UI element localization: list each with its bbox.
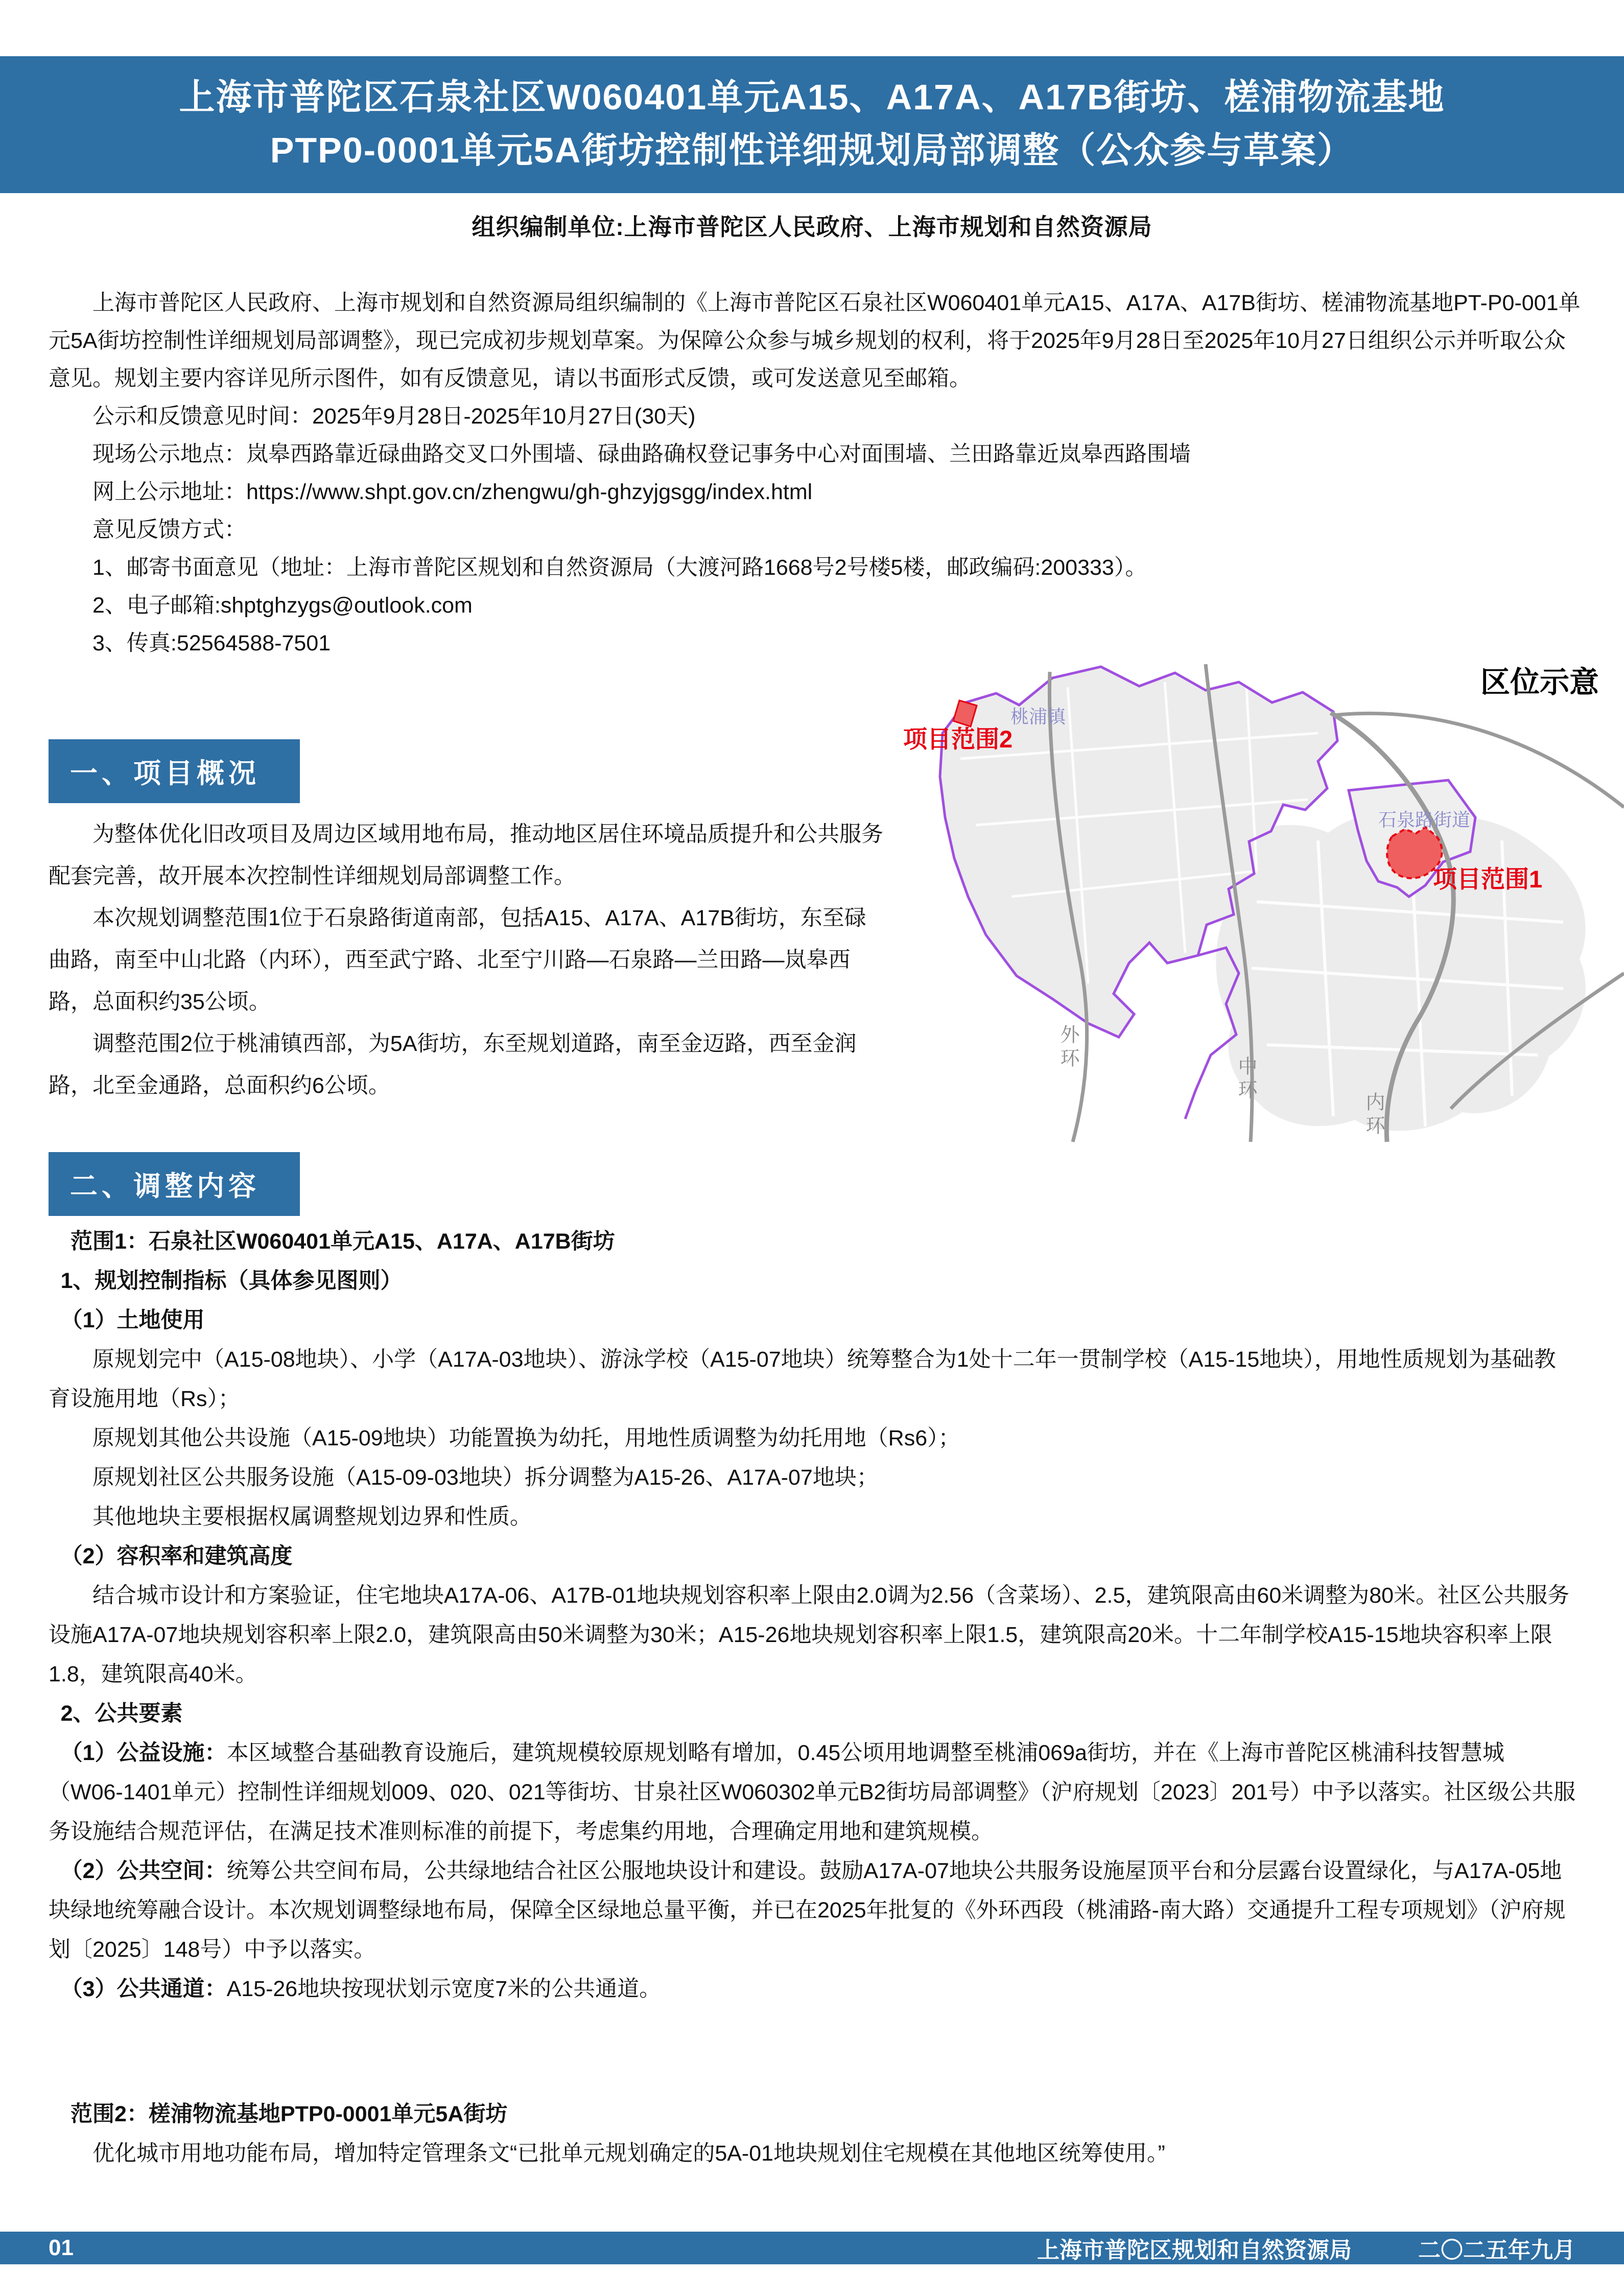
intro-block [49, 284, 1583, 662]
feedback-item-fax: 3、传真:52564588-7501 [92, 631, 331, 655]
range1-heading: 范围1：石泉社区W060401单元A15、A17A、A17B街坊 [70, 1229, 615, 1254]
public-welfare-paragraph [49, 1733, 1577, 1852]
land-use-heading: （1）土地使用 [60, 1308, 205, 1332]
public-elements-heading: 2、公共要素 [60, 1701, 183, 1726]
far-height-paragraph: 结合城市设计和方案验证，住宅地块A17A-06、A17B-01地块规划容积率上限由2.0调为2.56（含菜场）、2.5，建筑限高由60米调整为80米。社区公共服务设施A17A-07地块规划容积率上限2.0，建筑限高由50米调整为30米；A15-26地块规划容积率上限1.5，建筑限高20米。十二年制学校A15-15地块容积率上限1.8，建筑限高40米。 [49, 1583, 1570, 1686]
notice-locations: 现场公示地点：岚皋西路靠近碌曲路交叉口外围墙、碌曲路确权登记事务中心对面围墙、兰田路靠近岚皋西路围墙 [92, 442, 1191, 466]
public-welfare-text: 本区域整合基础教育设施后，建筑规模较原规划略有增加，0.45公顷用地调整至桃浦069a街坊，并在《上海市普陀区桃浦科技智慧城（W06-1401单元）控制性详细规划009、020、021等街坊、甘泉社区W060302单元B2街坊局部调整》（沪府规划〔2023〕201号）中予以落实。社区级公共服务设施结合规范评估，在满足技术准则标准的前提下，考虑集约用地，合理确定用地和建筑规模。 [49, 1741, 1576, 1844]
section2-spacer [49, 2009, 1577, 2095]
public-welfare-label: （1）公益设施： [60, 1741, 227, 1765]
footer-bar [0, 2232, 1624, 2264]
footer-date: 二〇二五年九月 [1418, 2238, 1575, 2263]
far-height-heading: （2）容积率和建筑高度 [60, 1544, 293, 1568]
section1-paragraph-1: 为整体优化旧改项目及周边区域用地布局，推动地区居住环境品质提升和公共服务配套完善，故开展本次控制性详细规划局部调整工作。 [49, 822, 883, 888]
notice-url: 网上公示地址：https://www.shpt.gov.cn/zhengwu/gh-ghzyjgsgg/index.html [92, 480, 813, 504]
public-passage-paragraph [49, 1970, 1577, 2009]
range2-heading: 范围2：槎浦物流基地PTP0-0001单元5A街坊 [70, 2102, 508, 2126]
section2-body [49, 1222, 1577, 2173]
page-title-line-2: PTP0-0001单元5A街坊控制性详细规划局部调整（公众参与草案） [270, 130, 1354, 170]
section1-header: 一、项目概况 [49, 739, 300, 803]
intro-paragraph: 上海市普陀区人民政府、上海市规划和自然资源局组织编制的《上海市普陀区石泉社区W060401单元A15、A17A、A17B街坊、槎浦物流基地PT-P0-001单元5A街坊控制性详细规划局部调整》，现已完成初步规划草案。为保障公众参与城乡规划的权利，将于2025年9月28日至2025年10月27日组织公示并听取公众意见。规划主要内容详见所示图件，如有反馈意见，请以书面形式反馈，或可发送意见至邮箱。 [49, 291, 1581, 391]
land-use-paragraph-2: 原规划其他公共设施（A15-09地块）功能置换为幼托，用地性质调整为幼托用地（Rs6）； [92, 1426, 960, 1450]
land-use-paragraph-1: 原规划完中（A15-08地块）、小学（A17A-03地块）、游泳学校（A15-07地块）统筹整合为1处十二年一贯制学校（A15-15地块），用地性质规划为基础教育设施用地（Rs）； [49, 1347, 1556, 1411]
middle-ring-label: 中环 [1235, 1056, 1256, 1103]
land-use-paragraph-4: 其他地块主要根据权属调整规划边界和性质。 [92, 1505, 532, 1529]
title-banner [0, 56, 1624, 193]
feedback-methods-heading: 意见反馈方式： [92, 518, 246, 542]
location-map [899, 657, 1624, 1155]
land-use-paragraph-3: 原规划社区公共服务设施（A15-09-03地块）拆分调整为A15-26、A17A-07地块； [92, 1465, 879, 1490]
footer-agency: 上海市普陀区规划和自然资源局 [1037, 2238, 1352, 2263]
taopu-town-label: 桃浦镇 [1010, 706, 1066, 727]
public-space-label: （2）公共空间： [60, 1859, 227, 1883]
range2-paragraph: 优化城市用地功能布局，增加特定管理条文“已批单元规划确定的5A-01地块规划住宅规模在其他地区统筹使用。” [92, 2141, 1165, 2166]
page-title-line-1: 上海市普陀区石泉社区W060401单元A15、A17A、A17B街坊、槎浦物流基地 [179, 77, 1445, 117]
project-range-1-label: 项目范围1 [1433, 865, 1543, 893]
feedback-item-mail: 1、邮寄书面意见（地址：上海市普陀区规划和自然资源局（大渡河路1668号2号楼5楼，邮政编码:200333）。 [92, 555, 1147, 580]
shiquan-street-label: 石泉路街道 [1378, 809, 1471, 830]
public-space-text: 统筹公共空间布局，公共绿地结合社区公服地块设计和建设。鼓励A17A-07地块公共服务设施屋顶平台和分层露台设置绿化，与A17A-05地块绿地统筹融合设计。本次规划调整绿地布局，保障全区绿地总量平衡，并已在2025年批复的《外环西段（桃浦路-南大路）交通提升工程专项规划》（沪府规划〔2025〕148号）中予以落实。 [49, 1859, 1566, 1962]
page-number: 01 [49, 2235, 74, 2260]
notice-period: 公示和反馈意见时间：2025年9月28日-2025年10月27日(30天) [92, 404, 696, 429]
section1-paragraph-3: 调整范围2位于桃浦镇西部，为5A街坊，东至规划道路，南至金迈路，西至金润路，北至金通路，总面积约6公顷。 [49, 1032, 857, 1098]
section2-header: 二、调整内容 [49, 1152, 300, 1216]
outer-ring-label: 外环 [1057, 1024, 1078, 1071]
section1-body [49, 813, 884, 1107]
project-range-2-label: 项目范围2 [903, 725, 1013, 753]
organizer-line: 组织编制单位:上海市普陀区人民政府、上海市规划和自然资源局 [472, 214, 1152, 240]
control-index-heading: 1、规划控制指标（具体参见图则） [60, 1269, 403, 1293]
feedback-item-email: 2、电子邮箱:shptghzygs@outlook.com [92, 593, 473, 618]
public-space-paragraph [49, 1852, 1577, 1970]
public-passage-label: （3）公共通道： [60, 1977, 227, 2001]
public-passage-text: A15-26地块按现状划示宽度7米的公共通道。 [226, 1977, 662, 2001]
inner-ring-label: 内环 [1362, 1092, 1384, 1139]
location-map-svg [899, 657, 1624, 1155]
section1-paragraph-2: 本次规划调整范围1位于石泉路街道南部，包括A15、A17A、A17B街坊，东至碌曲路，南至中山北路（内环），西至武宁路、北至宁川路—石泉路—兰田路—岚皋西路，总面积约35公顷。 [49, 906, 866, 1014]
map-title: 区位示意 [1480, 666, 1599, 699]
